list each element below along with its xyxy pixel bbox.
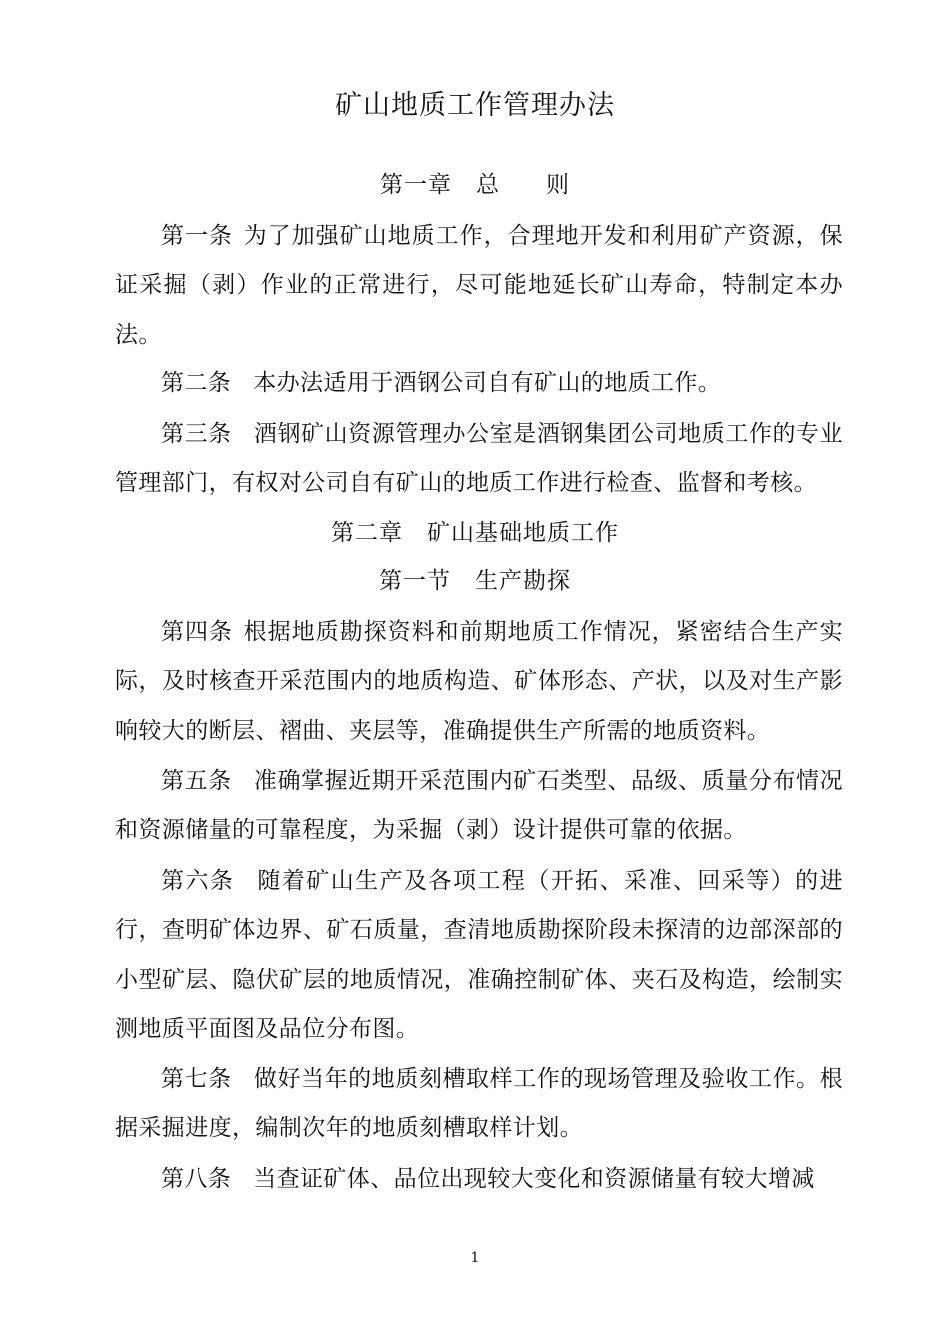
article-text: 随着矿山生产及各项工程（开拓、采准、回采等）的进行，查明矿体边界、矿石质量，查清地质勘探阶段未探清的边部深部的小型矿层、隐伏矿层的地质情况，准确控制矿体、夹石及构造，绘制实测地质平面图及品位分布图。 xyxy=(115,868,843,1042)
article-label: 第五条 xyxy=(161,768,232,794)
chapter-heading-1 xyxy=(0,166,950,204)
chapter-label: 第二章 xyxy=(331,520,403,546)
article-6 xyxy=(115,857,843,1054)
chapter-title: 矿山基础地质工作 xyxy=(427,520,619,546)
article-7 xyxy=(115,1055,843,1154)
article-2 xyxy=(115,359,843,408)
article-4 xyxy=(115,608,843,756)
article-label: 第二条 xyxy=(161,370,232,396)
article-label: 第六条 xyxy=(161,868,235,894)
chapter-heading-2 xyxy=(0,514,950,552)
section-label: 第一节 xyxy=(379,568,451,594)
chapter-title-part2: 则 xyxy=(546,172,570,198)
article-label: 第三条 xyxy=(161,421,232,447)
article-text: 根据地质勘探资料和前期地质工作情况，紧密结合生产实际，及时核查开采范围内的地质构造、矿体形态、产状，以及对生产影响较大的断层、褶曲、夹层等，准确提供生产所需的地质资料。 xyxy=(115,619,843,744)
article-text: 做好当年的地质刻槽取样工作的现场管理及验收工作。根据采掘进度，编制次年的地质刻槽取样计划。 xyxy=(115,1066,844,1142)
article-label: 第八条 xyxy=(161,1166,232,1192)
section-heading-1 xyxy=(0,562,950,600)
article-5 xyxy=(115,757,843,856)
document-title: 矿山地质工作管理办法 xyxy=(335,90,615,121)
article-text: 酒钢矿山资源管理办公室是酒钢集团公司地质工作的专业管理部门，有权对公司自有矿山的地质工作进行检查、监督和考核。 xyxy=(115,421,844,497)
article-label: 第七条 xyxy=(161,1066,232,1092)
article-text: 本办法适用于酒钢公司自有矿山的地质工作。 xyxy=(253,370,722,396)
chapter-title-part1: 总 xyxy=(476,172,500,198)
article-3 xyxy=(115,410,843,509)
article-text: 为了加强矿山地质工作，合理地开发和利用矿产资源，保证采掘（剥）作业的正常进行，尽可能地延长矿山寿命，特制定本办法。 xyxy=(115,223,843,348)
section-title: 生产勘探 xyxy=(475,568,571,594)
article-text: 当查证矿体、品位出现较大变化和资源储量有较大增减 xyxy=(253,1166,815,1192)
page-number: 1 xyxy=(470,1250,480,1266)
article-label: 第一条 xyxy=(161,223,233,249)
article-label: 第四条 xyxy=(161,619,233,645)
chapter-label: 第一章 xyxy=(380,172,452,198)
article-8 xyxy=(115,1155,843,1204)
article-1 xyxy=(115,212,843,360)
article-text: 准确掌握近期开采范围内矿石类型、品级、质量分布情况和资源储量的可靠程度，为采掘（剥）设计提供可靠的依据。 xyxy=(115,768,844,844)
